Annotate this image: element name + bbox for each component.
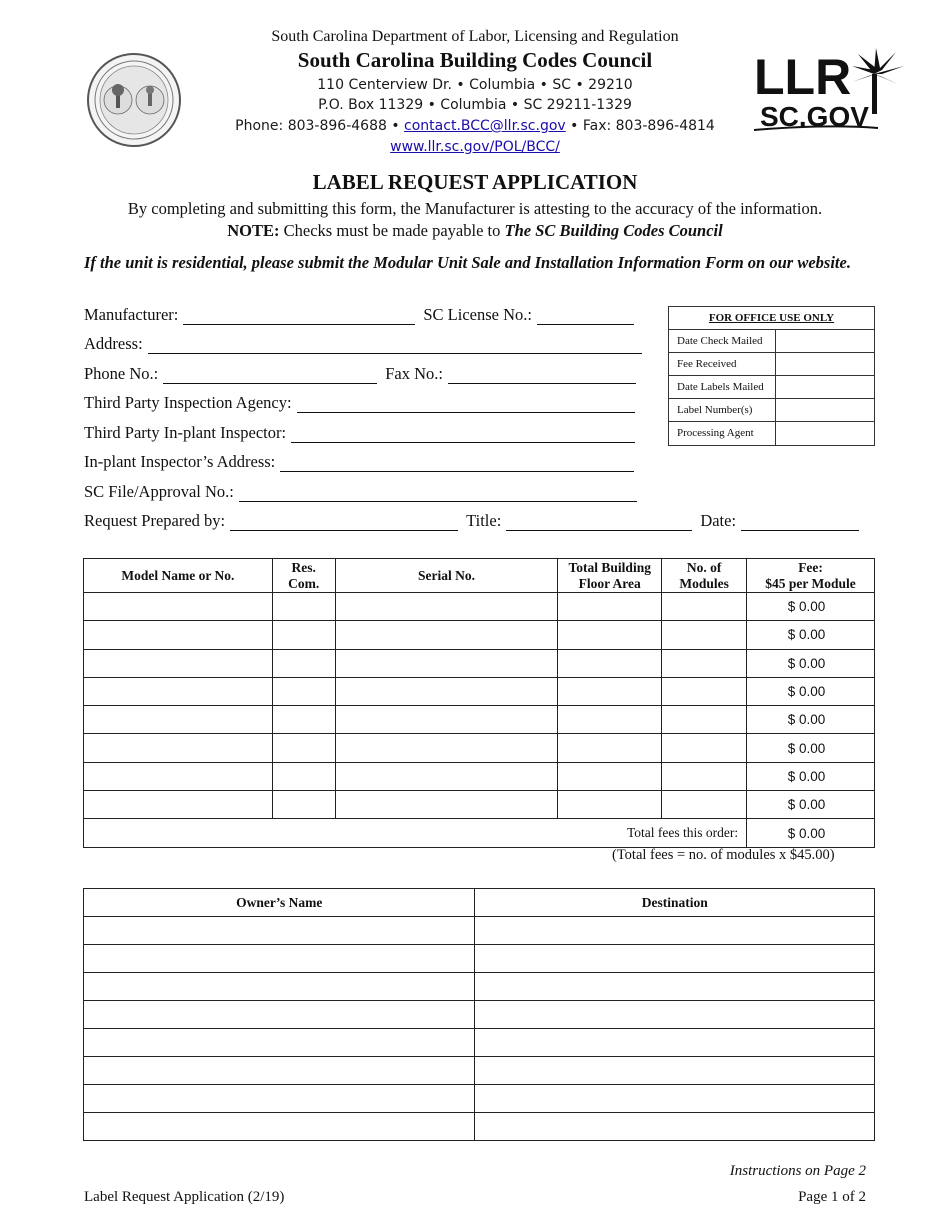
inspector-row	[84, 421, 635, 443]
serial-cell[interactable]	[335, 706, 558, 734]
modules-cell[interactable]	[662, 621, 747, 649]
destination-cell[interactable]	[475, 1029, 875, 1057]
office-row-label: Date Labels Mailed	[669, 376, 776, 398]
serial-cell[interactable]	[335, 734, 558, 762]
office-row-label: Date Check Mailed	[669, 330, 776, 352]
office-row	[669, 399, 874, 422]
manufacturer-input[interactable]	[183, 309, 415, 325]
table-row	[84, 917, 875, 945]
destination-cell[interactable]	[475, 973, 875, 1001]
owner-name-cell[interactable]	[84, 1029, 475, 1057]
form-identifier: Label Request Application (2/19)	[84, 1189, 285, 1205]
total-row	[84, 819, 875, 847]
fee-cell: $ 0.00	[747, 649, 875, 677]
office-row-label: Fee Received	[669, 353, 776, 375]
inspector-label: Third Party In-plant Inspector:	[84, 423, 287, 442]
agency-label: Third Party Inspection Agency:	[84, 393, 292, 412]
total-fees-label: Total fees this order:	[84, 819, 747, 847]
floor-area-cell[interactable]	[558, 791, 662, 819]
state-seal-image	[84, 52, 184, 148]
table-row	[84, 649, 875, 677]
page-number: Page 1 of 2	[798, 1189, 866, 1205]
floor-area-cell[interactable]	[558, 762, 662, 790]
owner-name-cell[interactable]	[84, 973, 475, 1001]
office-row	[669, 353, 874, 376]
model-cell[interactable]	[84, 677, 273, 705]
modules-cell[interactable]	[662, 649, 747, 677]
modules-cell[interactable]	[662, 762, 747, 790]
table-row	[84, 1085, 875, 1113]
model-cell[interactable]	[84, 734, 273, 762]
owner-name-cell[interactable]	[84, 945, 475, 973]
owner-table-header-row	[84, 889, 875, 917]
department-name: South Carolina Department of Labor, Licensing and Regulation	[271, 28, 679, 45]
fee-table	[83, 558, 875, 848]
llr-logo	[748, 44, 908, 136]
table-row	[84, 945, 875, 973]
fee-cell: $ 0.00	[747, 706, 875, 734]
manufacturer-row	[84, 303, 634, 325]
serial-header: Serial No.	[335, 559, 558, 593]
office-row-value[interactable]	[776, 422, 874, 445]
office-row-value[interactable]	[776, 330, 874, 352]
fax-label: Fax No.:	[385, 364, 443, 383]
serial-cell[interactable]	[335, 649, 558, 677]
attestation-text: By completing and submitting this form, the Manufacturer is attesting to the accuracy of the information.	[127, 199, 823, 218]
res-com-cell[interactable]	[272, 621, 335, 649]
floor-area-cell[interactable]	[558, 649, 662, 677]
date-input[interactable]	[741, 515, 859, 531]
owner-name-cell[interactable]	[84, 1113, 475, 1141]
address-input[interactable]	[148, 338, 642, 354]
title-input[interactable]	[506, 515, 692, 531]
address-row	[84, 332, 642, 354]
res-com-cell[interactable]	[272, 734, 335, 762]
table-row	[84, 677, 875, 705]
prepared-by-row	[84, 509, 859, 531]
fee-table-header-row	[84, 559, 875, 593]
owner-name-cell[interactable]	[84, 1085, 475, 1113]
fee-cell: $ 0.00	[747, 791, 875, 819]
modules-header: No. of Modules	[662, 559, 747, 593]
floor-area-header: Total Building Floor Area	[558, 559, 662, 593]
inspector-address-input[interactable]	[280, 456, 634, 472]
office-row-label: Label Number(s)	[669, 399, 776, 421]
street-address: 110 Centerview Dr. • Columbia • SC • 29210	[317, 77, 633, 93]
modules-cell[interactable]	[662, 677, 747, 705]
owner-name-header: Owner’s Name	[84, 889, 475, 917]
website-link[interactable]: www.llr.sc.gov/POL/BCC/	[390, 139, 560, 155]
fee-formula-note: (Total fees = no. of modules x $45.00)	[612, 847, 835, 863]
destination-header: Destination	[475, 889, 875, 917]
res-com-cell[interactable]	[272, 762, 335, 790]
res-com-header: Res. Com.	[272, 559, 335, 593]
owner-name-cell[interactable]	[84, 1057, 475, 1085]
po-box-address: P.O. Box 11329 • Columbia • SC 29211-1329	[318, 97, 632, 113]
model-cell[interactable]	[84, 649, 273, 677]
office-use-box	[668, 306, 875, 446]
table-row	[84, 734, 875, 762]
manufacturer-label: Manufacturer:	[84, 305, 179, 324]
table-row	[84, 791, 875, 819]
floor-area-cell[interactable]	[558, 706, 662, 734]
table-row	[84, 593, 875, 621]
owner-name-cell[interactable]	[84, 917, 475, 945]
serial-cell[interactable]	[335, 677, 558, 705]
fee-header: Fee: $45 per Module	[747, 559, 875, 593]
owner-table	[83, 888, 875, 1141]
destination-cell[interactable]	[475, 945, 875, 973]
model-cell[interactable]	[84, 706, 273, 734]
fax-text: • Fax: 803-896-4814	[565, 118, 715, 134]
table-row	[84, 706, 875, 734]
table-row	[84, 1113, 875, 1141]
owner-name-cell[interactable]	[84, 1001, 475, 1029]
fax-input[interactable]	[448, 368, 636, 384]
prepared-by-input[interactable]	[230, 515, 458, 531]
fee-cell: $ 0.00	[747, 762, 875, 790]
floor-area-cell[interactable]	[558, 593, 662, 621]
prepared-by-label: Request Prepared by:	[84, 511, 226, 530]
residential-notice: If the unit is residential, please submit the Modular Unit Sale and Installation Information Form on our website.	[84, 253, 851, 272]
serial-cell[interactable]	[335, 593, 558, 621]
res-com-cell[interactable]	[272, 791, 335, 819]
contact-line	[200, 118, 750, 134]
office-row-value[interactable]	[776, 399, 874, 421]
total-fees-value: $ 0.00	[747, 819, 875, 847]
phone-label: Phone No.:	[84, 364, 159, 383]
license-label: SC License No.:	[423, 305, 532, 324]
title-label: Title:	[466, 511, 502, 530]
email-link[interactable]: contact.BCC@llr.sc.gov	[404, 118, 566, 134]
model-cell[interactable]	[84, 593, 273, 621]
model-header: Model Name or No.	[84, 559, 273, 593]
table-row	[84, 1001, 875, 1029]
phone-row	[84, 362, 636, 384]
modules-cell[interactable]	[662, 593, 747, 621]
logo-bottom-text: SC.GOV	[760, 101, 869, 132]
license-input[interactable]	[537, 309, 634, 325]
table-row	[84, 973, 875, 1001]
model-cell[interactable]	[84, 762, 273, 790]
note-text: Checks must be made payable to	[279, 221, 505, 240]
fee-cell: $ 0.00	[747, 677, 875, 705]
serial-cell[interactable]	[335, 621, 558, 649]
destination-cell[interactable]	[475, 1085, 875, 1113]
floor-area-cell[interactable]	[558, 734, 662, 762]
fee-cell: $ 0.00	[747, 621, 875, 649]
inspector-input[interactable]	[291, 427, 635, 443]
file-no-row	[84, 480, 637, 502]
phone-input[interactable]	[163, 368, 377, 384]
instructions-note: Instructions on Page 2	[729, 1163, 866, 1179]
serial-cell[interactable]	[335, 762, 558, 790]
note-payee: The SC Building Codes Council	[504, 221, 723, 240]
destination-cell[interactable]	[475, 1057, 875, 1085]
model-cell[interactable]	[84, 621, 273, 649]
res-com-cell[interactable]	[272, 677, 335, 705]
office-row-label: Processing Agent	[669, 422, 776, 445]
fee-cell: $ 0.00	[747, 593, 875, 621]
file-no-label: SC File/Approval No.:	[84, 482, 234, 501]
office-row	[669, 330, 874, 353]
note-label: NOTE:	[227, 221, 280, 240]
office-row-value[interactable]	[776, 353, 874, 375]
payment-note	[0, 221, 950, 241]
form-title: LABEL REQUEST APPLICATION	[312, 170, 638, 194]
office-row-value[interactable]	[776, 376, 874, 398]
fee-cell: $ 0.00	[747, 734, 875, 762]
destination-cell[interactable]	[475, 1001, 875, 1029]
model-cell[interactable]	[84, 791, 273, 819]
table-row	[84, 621, 875, 649]
website-line	[200, 139, 750, 155]
res-com-cell[interactable]	[272, 706, 335, 734]
modules-cell[interactable]	[662, 706, 747, 734]
destination-cell[interactable]	[475, 917, 875, 945]
office-row	[669, 376, 874, 399]
inspector-address-row	[84, 450, 634, 472]
table-row	[84, 762, 875, 790]
office-row	[669, 422, 874, 445]
res-com-cell[interactable]	[272, 649, 335, 677]
address-label: Address:	[84, 334, 143, 353]
table-row	[84, 1029, 875, 1057]
modules-cell[interactable]	[662, 734, 747, 762]
destination-cell[interactable]	[475, 1113, 875, 1141]
council-name: South Carolina Building Codes Council	[297, 48, 653, 72]
floor-area-cell[interactable]	[558, 677, 662, 705]
serial-cell[interactable]	[335, 791, 558, 819]
logo-top-text: LLR	[754, 49, 852, 105]
agency-row	[84, 391, 635, 413]
modules-cell[interactable]	[662, 791, 747, 819]
floor-area-cell[interactable]	[558, 621, 662, 649]
phone-text: Phone: 803-896-4688 •	[235, 118, 405, 134]
res-com-cell[interactable]	[272, 593, 335, 621]
file-no-input[interactable]	[239, 486, 637, 502]
table-row	[84, 1057, 875, 1085]
inspector-address-label: In-plant Inspector’s Address:	[84, 452, 276, 471]
office-use-heading: FOR OFFICE USE ONLY	[669, 307, 874, 330]
date-label: Date:	[700, 511, 737, 530]
agency-input[interactable]	[297, 397, 635, 413]
